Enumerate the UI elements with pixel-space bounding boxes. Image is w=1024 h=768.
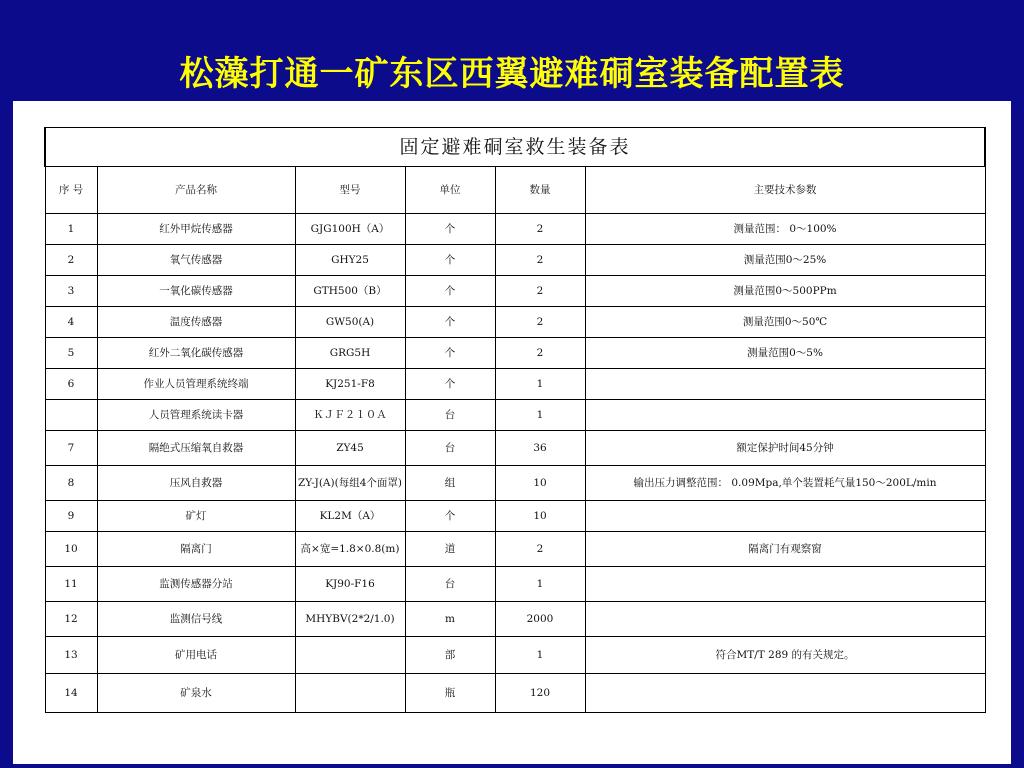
cell-specs [585, 674, 985, 713]
cell-specs [585, 602, 985, 637]
cell-quantity: 1 [495, 369, 585, 400]
table-header-row [45, 167, 985, 214]
cell-model: MHYBV(2*2/1.0) [295, 602, 405, 637]
cell-index: 12 [45, 602, 97, 637]
table-row [45, 214, 985, 245]
cell-unit: 个 [405, 214, 495, 245]
cell-index: 6 [45, 369, 97, 400]
cell-unit: 台 [405, 400, 495, 431]
header-cell-quantity: 数量 [495, 167, 585, 214]
table-caption: 固定避难硐室救生装备表 [45, 128, 985, 167]
cell-model: ＫＪＦ２１０Ａ [295, 400, 405, 431]
cell-product-name: 作业人员管理系统终端 [97, 369, 295, 400]
cell-quantity: 2 [495, 276, 585, 307]
cell-quantity: 120 [495, 674, 585, 713]
spreadsheet-area [13, 101, 1011, 764]
cell-product-name: 一氧化碳传感器 [97, 276, 295, 307]
cell-quantity: 2 [495, 214, 585, 245]
cell-product-name: 矿用电话 [97, 637, 295, 674]
table-row [45, 245, 985, 276]
cell-index: 3 [45, 276, 97, 307]
table-row [45, 369, 985, 400]
table-row [45, 674, 985, 713]
table-row [45, 276, 985, 307]
cell-index: 11 [45, 567, 97, 602]
cell-product-name: 隔绝式压缩氧自救器 [97, 431, 295, 466]
cell-index: 8 [45, 466, 97, 501]
cell-model: GW50(A) [295, 307, 405, 338]
cell-specs: 输出压力调整范围： 0.09Mpa,单个装置耗气量150～200L/min [585, 466, 985, 501]
cell-index: 5 [45, 338, 97, 369]
table-row [45, 431, 985, 466]
cell-unit: 组 [405, 466, 495, 501]
cell-model: GJG100H（A） [295, 214, 405, 245]
cell-specs [585, 501, 985, 532]
cell-product-name: 矿灯 [97, 501, 295, 532]
cell-unit: 个 [405, 338, 495, 369]
cell-unit: 台 [405, 567, 495, 602]
cell-unit: 个 [405, 369, 495, 400]
cell-product-name: 监测传感器分站 [97, 567, 295, 602]
cell-specs [585, 567, 985, 602]
cell-unit: 台 [405, 431, 495, 466]
cell-product-name: 温度传感器 [97, 307, 295, 338]
cell-index: 14 [45, 674, 97, 713]
cell-unit: 个 [405, 276, 495, 307]
cell-index [45, 400, 97, 431]
header-cell-unit: 单位 [405, 167, 495, 214]
cell-specs: 符合MT/T 289 的有关规定。 [585, 637, 985, 674]
cell-index: 10 [45, 532, 97, 567]
equipment-table [44, 127, 986, 713]
cell-model: GHY25 [295, 245, 405, 276]
cell-quantity: 10 [495, 466, 585, 501]
cell-product-name: 压风自救器 [97, 466, 295, 501]
cell-quantity: 2 [495, 245, 585, 276]
cell-unit: 个 [405, 307, 495, 338]
header-cell-index: 序 号 [45, 167, 97, 214]
table-row [45, 307, 985, 338]
cell-unit: 道 [405, 532, 495, 567]
cell-model [295, 637, 405, 674]
cell-model: GRG5H [295, 338, 405, 369]
slide-title: 松藻打通一矿东区西翼避难硐室装备配置表 [179, 54, 845, 94]
cell-index: 4 [45, 307, 97, 338]
cell-product-name: 隔离门 [97, 532, 295, 567]
table-caption-row [45, 128, 985, 167]
table-row [45, 567, 985, 602]
cell-quantity: 2 [495, 307, 585, 338]
cell-specs: 测量范围0～5% [585, 338, 985, 369]
cell-product-name: 氧气传感器 [97, 245, 295, 276]
cell-model: KJ251-F8 [295, 369, 405, 400]
cell-index: 13 [45, 637, 97, 674]
table-row [45, 338, 985, 369]
cell-specs: 测量范围0～25% [585, 245, 985, 276]
cell-index: 9 [45, 501, 97, 532]
cell-quantity: 10 [495, 501, 585, 532]
cell-model: KL2M（A） [295, 501, 405, 532]
cell-specs: 测量范围0～500PPm [585, 276, 985, 307]
cell-product-name: 矿泉水 [97, 674, 295, 713]
table-row [45, 400, 985, 431]
cell-unit: 部 [405, 637, 495, 674]
cell-model: KJ90-F16 [295, 567, 405, 602]
cell-quantity: 1 [495, 400, 585, 431]
table-row [45, 466, 985, 501]
cell-specs: 额定保护时间45分钟 [585, 431, 985, 466]
cell-index: 7 [45, 431, 97, 466]
cell-unit: 瓶 [405, 674, 495, 713]
cell-quantity: 1 [495, 567, 585, 602]
cell-quantity: 2 [495, 532, 585, 567]
cell-product-name: 人员管理系统读卡器 [97, 400, 295, 431]
cell-specs: 测量范围0～50℃ [585, 307, 985, 338]
table-row [45, 637, 985, 674]
cell-specs [585, 369, 985, 400]
cell-quantity: 1 [495, 637, 585, 674]
cell-unit: m [405, 602, 495, 637]
table-row [45, 532, 985, 567]
header-cell-model: 型号 [295, 167, 405, 214]
cell-model: 高×宽=1.8×0.8(m) [295, 532, 405, 567]
header-cell-product-name: 产品名称 [97, 167, 295, 214]
cell-unit: 个 [405, 245, 495, 276]
cell-index: 2 [45, 245, 97, 276]
cell-unit: 个 [405, 501, 495, 532]
cell-quantity: 36 [495, 431, 585, 466]
table-row [45, 602, 985, 637]
cell-specs: 测量范围： 0～100% [585, 214, 985, 245]
cell-model: ZY45 [295, 431, 405, 466]
cell-model: ZY-J(A)(每组4个面罩) [295, 466, 405, 501]
cell-index: 1 [45, 214, 97, 245]
cell-quantity: 2 [495, 338, 585, 369]
cell-specs [585, 400, 985, 431]
cell-product-name: 红外甲烷传感器 [97, 214, 295, 245]
cell-model [295, 674, 405, 713]
header-cell-specs: 主要技术参数 [585, 167, 985, 214]
cell-product-name: 红外二氧化碳传感器 [97, 338, 295, 369]
cell-product-name: 监测信号线 [97, 602, 295, 637]
cell-specs: 隔离门有观察窗 [585, 532, 985, 567]
table-row [45, 501, 985, 532]
cell-quantity: 2000 [495, 602, 585, 637]
cell-model: GTH500（B） [295, 276, 405, 307]
